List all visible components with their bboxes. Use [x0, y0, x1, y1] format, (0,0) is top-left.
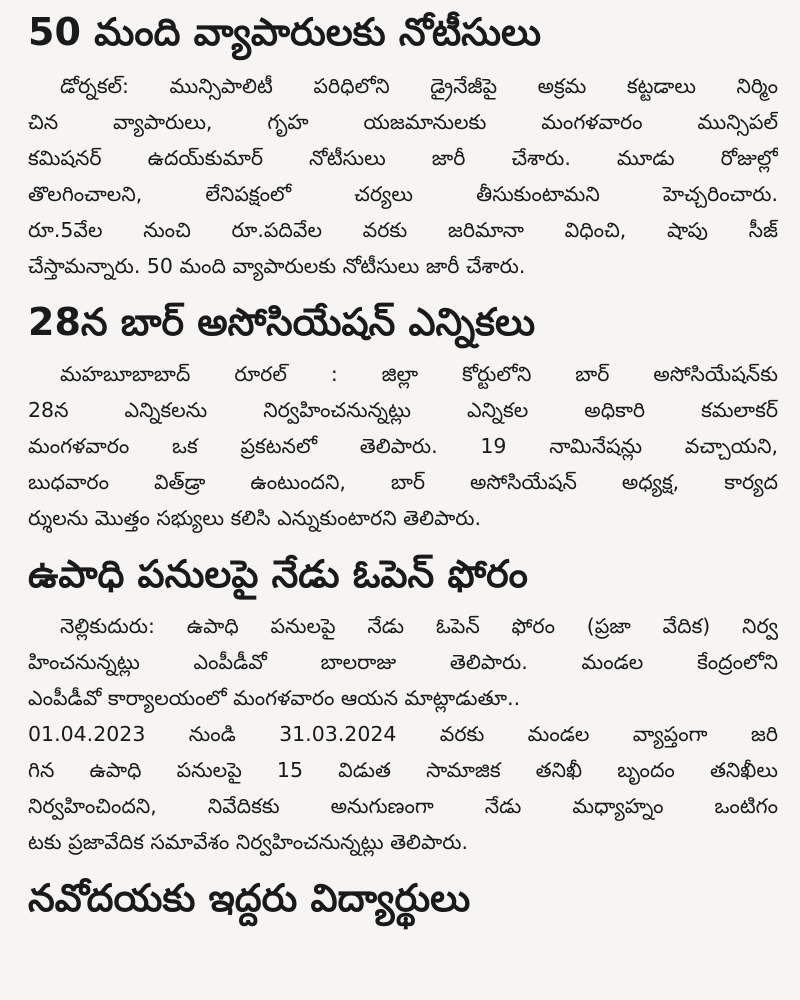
article-bar-association [28, 296, 778, 536]
headline: 28న బార్ అసోసియేషన్ ఎన్నికలు [28, 300, 536, 344]
headline: నవోదయకు ఇద్దరు విద్యార్థులు [28, 876, 471, 920]
headline: ఉపాధి పనులపై నేడు ఓపెన్ ఫోరం [28, 552, 528, 596]
body-line: మంగళవారం ఒక ప్రకటనలో తెలిపారు. 19 నామినేషన్లు వచ్చాయని, [28, 434, 778, 458]
body-line: డోర్నకల్: మున్సిపాలిటీ పరిధిలోని డ్రైనేజీపై అక్రమ కట్టడాలు నిర్మిం [60, 74, 778, 98]
body-line: గిన ఉపాధి పనులపై 15 విడుత సామాజిక తనిఖీ బృందం తనిఖీలు [28, 758, 778, 782]
article-body [28, 356, 778, 536]
body-line: బుధవారం విత్‌డ్రా ఉంటుందని, బార్ అసోసియేషన్ అధ్యక్ష, కార్యద [28, 470, 778, 494]
body-line: నిర్వహించిందని, నివేదికకు అనుగుణంగా నేడు మధ్యాహ్నం ఒంటిగం [28, 794, 778, 818]
article-body [28, 608, 778, 860]
article-open-forum [28, 548, 778, 860]
body-line: చేస్తామన్నారు. 50 మంది వ్యాపారులకు నోటీసులు జారీ చేశారు. [28, 254, 526, 278]
body-line: నెల్లికుదురు: ఉపాధి పనులపై నేడు ఓపెన్ ఫోరం (ప్రజా వేదిక) నిర్వ [60, 614, 778, 638]
body-line: కమిషనర్ ఉదయ్‌కుమార్ నోటీసులు జారీ చేశారు. మూడు రోజుల్లో [28, 146, 778, 170]
body-line: చిన వ్యాపారులు, గృహ యజమానులకు మంగళవారం మున్సిపల్ [28, 110, 778, 134]
body-line: టకు ప్రజావేదిక సమావేశం నిర్వహించనున్నట్లు తెలిపారు. [28, 830, 468, 854]
body-line: 28న ఎన్నికలను నిర్వహించనున్నట్లు ఎన్నికల అధికారి కమలాకర్ [28, 398, 778, 422]
body-line: ర్శులను మొత్తం సభ్యులు కలిసి ఎన్నుకుంటారని తెలిపారు. [28, 506, 481, 530]
body-line: హించనున్నట్లు ఎంపీడీవో బాలరాజు తెలిపారు. మండల కేంద్రంలోని [28, 650, 778, 674]
article-navodaya [28, 872, 778, 924]
body-line: ఎంపీడీవో కార్యాలయంలో మంగళవారం ఆయన మాట్లాడుతూ.. [28, 686, 521, 710]
body-line: తొలగించాలని, లేనిపక్షంలో చర్యలు తీసుకుంటామని హెచ్చరించారు. [28, 182, 778, 206]
article-notices [28, 6, 778, 284]
body-line: 01.04.2023 నుండి 31.03.2024 వరకు మండల వ్యాప్తంగా జరి [28, 722, 778, 746]
headline: 50 మంది వ్యాపారులకు నోటీసులు [28, 10, 542, 54]
body-line: రూ.5వేల నుంచి రూ.పదివేల వరకు జరిమానా విధించి, షాపు సీజ్ [28, 218, 778, 242]
article-body [28, 68, 778, 284]
body-line: మహబూబాబాద్ రూరల్ : జిల్లా కోర్టులోని బార్ అసోసియేషన్‌కు [60, 362, 778, 386]
